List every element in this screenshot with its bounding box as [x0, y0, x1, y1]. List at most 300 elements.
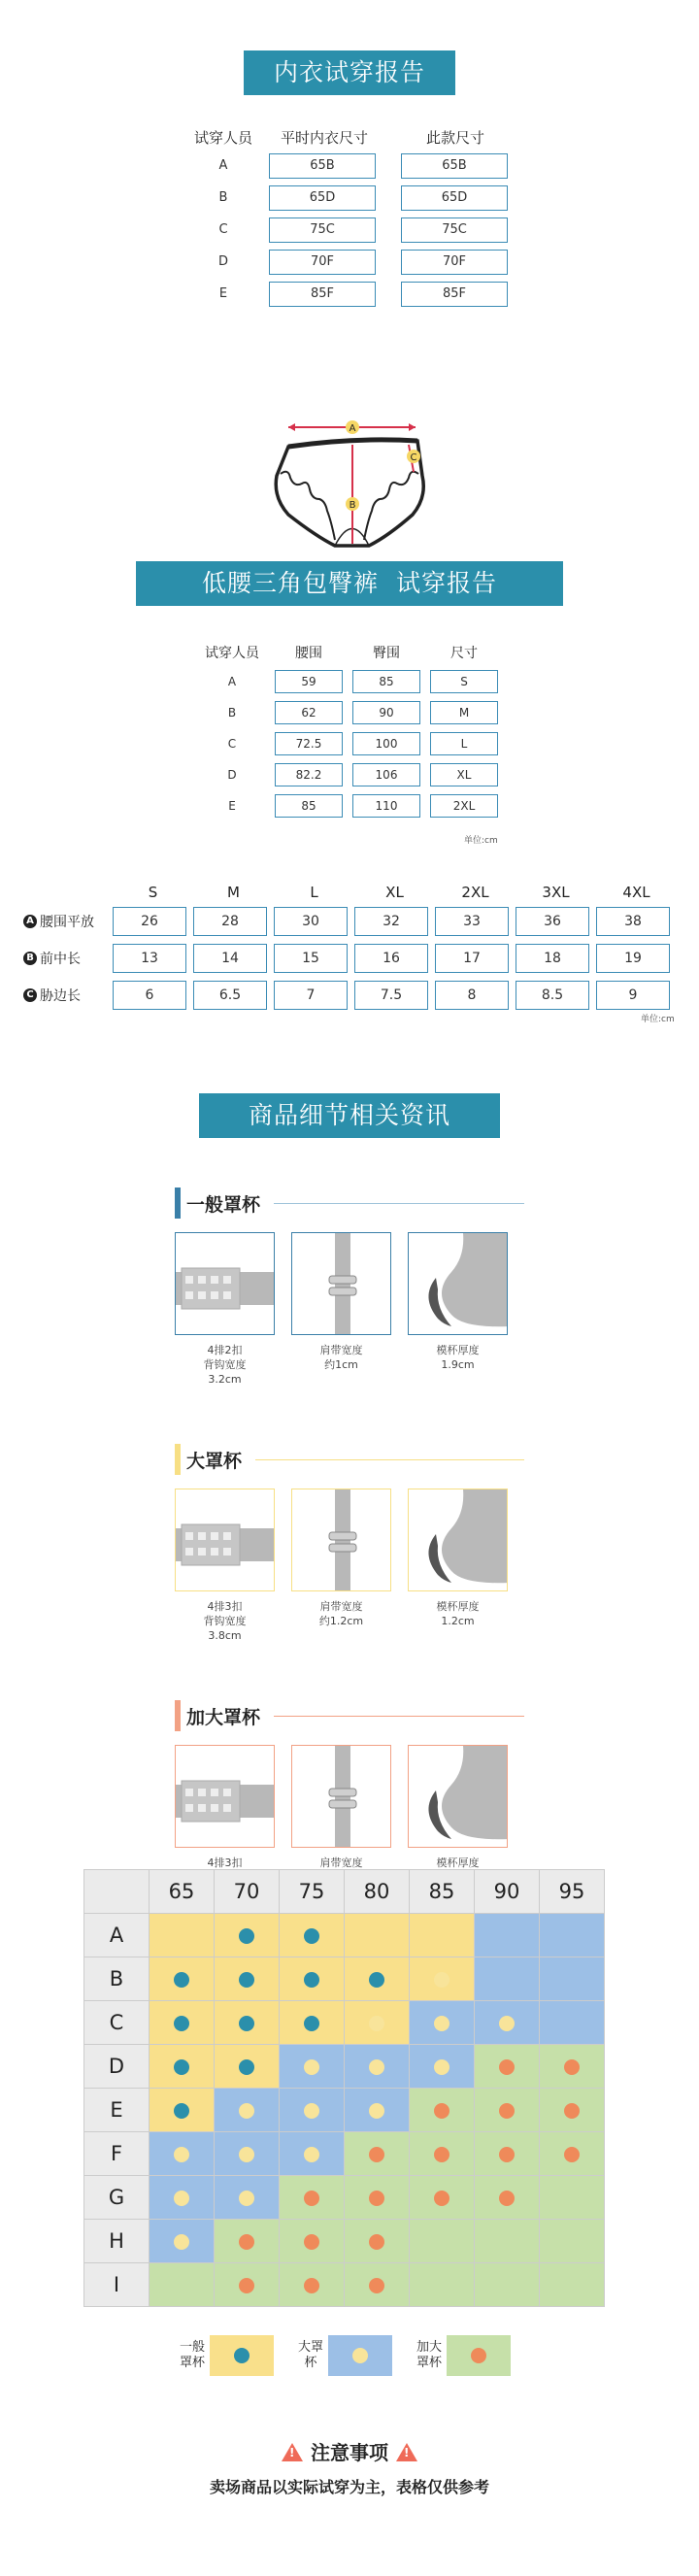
bra-report-table	[189, 124, 519, 310]
value-col	[270, 794, 348, 818]
cup-mold-image	[408, 1745, 508, 1848]
grid-cell	[475, 2263, 540, 2307]
grid-cell	[540, 2001, 605, 2045]
caption-line: 模杯厚度	[436, 1600, 480, 1613]
fit-dot	[174, 2103, 189, 2119]
this-size-cell: 65B	[401, 153, 508, 179]
notice-text: 卖场商品以实际试穿为主，表格仅供参考	[209, 2478, 489, 2496]
grid-cell	[150, 2132, 215, 2176]
caption-line: 肩带宽度	[319, 1344, 363, 1356]
value-cell: 85	[352, 670, 420, 693]
table-row	[189, 150, 519, 182]
caption-line: 肩带宽度	[319, 1600, 363, 1613]
value-cell: 8.5	[516, 981, 589, 1010]
fit-dot	[434, 2147, 449, 2162]
fit-dot	[499, 2147, 515, 2162]
cup-header: G	[84, 2176, 150, 2220]
grid-cell	[345, 2176, 410, 2220]
grid-cell	[280, 1957, 345, 2001]
caption-line: 模杯厚度	[436, 1857, 480, 1869]
tester-label: B	[218, 190, 228, 205]
detail-images	[175, 1489, 524, 1591]
table-row	[189, 182, 519, 214]
value-col	[113, 907, 193, 936]
grid-cell	[475, 2220, 540, 2263]
grid-cell	[475, 2045, 540, 2089]
fit-dot	[304, 2016, 319, 2031]
grid-cell	[280, 1914, 345, 1957]
grid-row	[84, 2045, 605, 2089]
grid-cell	[215, 2176, 280, 2220]
grid-cell	[215, 1914, 280, 1957]
detail-captions	[175, 1599, 524, 1643]
fit-dot	[499, 2191, 515, 2206]
legend-dot	[352, 2348, 368, 2363]
value-col	[354, 907, 435, 936]
cup-title	[175, 1700, 524, 1731]
panty-report-header	[194, 639, 510, 666]
grid-cell	[150, 2089, 215, 2132]
fit-dot	[304, 2103, 319, 2119]
grid-cell	[280, 2045, 345, 2089]
band-header: 75	[280, 1870, 345, 1914]
grid-cell	[345, 2132, 410, 2176]
legend-swatch	[328, 2335, 392, 2376]
grid-cell	[410, 2263, 475, 2307]
fit-dot	[434, 1972, 449, 1988]
detail-caption	[175, 1343, 291, 1387]
value-col	[348, 763, 425, 786]
fit-dot	[369, 1972, 384, 1988]
tester-label: E	[228, 799, 236, 813]
size-chart-table	[23, 882, 683, 1014]
cup-name: 一般罩杯	[186, 1193, 261, 1216]
this-size-cell: 70F	[401, 250, 508, 275]
caption-line: 模杯厚度	[436, 1344, 480, 1356]
size-header: 2XL	[461, 884, 489, 901]
size-unit-note: 单位:cm	[641, 1015, 675, 1024]
value-cell: 72.5	[275, 732, 343, 755]
details-title: 商品细节相关资讯	[199, 1093, 500, 1138]
grid-cell	[540, 2220, 605, 2263]
table-row	[194, 759, 510, 790]
detail-caption	[291, 1343, 408, 1387]
hook-image	[175, 1745, 275, 1848]
usual-size-col	[257, 250, 391, 275]
grid-cell	[150, 1914, 215, 1957]
grid-cell	[345, 2001, 410, 2045]
fit-dot	[239, 2278, 254, 2293]
grid-cell	[215, 2045, 280, 2089]
notice-title: 注意事项	[311, 2441, 388, 2464]
table-row	[189, 214, 519, 246]
size-header: 4XL	[622, 884, 650, 901]
diagram-label-c: C	[410, 452, 417, 463]
value-cell: 106	[352, 763, 420, 786]
fit-dot	[564, 2147, 580, 2162]
grid-cell	[150, 2001, 215, 2045]
fit-dot	[174, 2234, 189, 2250]
grid-cell	[280, 2001, 345, 2045]
caption-line: 4排2扣	[207, 1344, 243, 1356]
legend-swatch	[210, 2335, 274, 2376]
value-col	[193, 981, 274, 1010]
band-header: 80	[345, 1870, 410, 1914]
usual-size-cell: 65B	[269, 153, 376, 179]
usual-size-col	[257, 217, 391, 243]
value-col	[425, 794, 503, 818]
usual-size-cell: 70F	[269, 250, 376, 275]
fit-dot	[304, 2234, 319, 2250]
grid-cell	[410, 2176, 475, 2220]
caption-line: 4排3扣	[207, 1857, 243, 1869]
value-cell: 7	[274, 981, 348, 1010]
grid-cell	[150, 2045, 215, 2089]
table-row	[194, 790, 510, 821]
cup-header: D	[84, 2045, 150, 2089]
grid-cell	[345, 2089, 410, 2132]
grid-row	[84, 2220, 605, 2263]
notice-heading	[0, 2437, 699, 2465]
grid-cell	[410, 1957, 475, 2001]
value-col	[425, 732, 503, 755]
value-cell: 110	[352, 794, 420, 818]
fit-dot	[239, 2147, 254, 2162]
value-col	[435, 907, 516, 936]
band-header: 65	[150, 1870, 215, 1914]
size-header: S	[148, 884, 158, 901]
grid-cell	[410, 2089, 475, 2132]
caption-line: 3.8cm	[208, 1629, 242, 1642]
value-col	[274, 907, 354, 936]
band-header: 95	[540, 1870, 605, 1914]
cup-color-bar	[175, 1444, 181, 1475]
value-cell: 32	[354, 907, 428, 936]
value-col	[348, 732, 425, 755]
measure-label	[23, 986, 113, 1005]
table-row	[194, 697, 510, 728]
tester-label: A	[227, 675, 237, 688]
legend-item	[293, 2335, 392, 2376]
detail-caption	[408, 1343, 524, 1387]
grid-row	[84, 1957, 605, 2001]
cup-mold-image	[408, 1489, 508, 1591]
value-cell: 18	[516, 944, 589, 973]
cup-header: C	[84, 2001, 150, 2045]
fit-dot	[564, 2103, 580, 2119]
size-header: M	[227, 884, 240, 901]
fit-dot	[369, 2234, 384, 2250]
table-row	[194, 728, 510, 759]
value-col	[193, 907, 274, 936]
value-col	[596, 907, 677, 936]
fit-dot	[564, 2059, 580, 2075]
measure-name: 前中长	[40, 952, 81, 967]
hook-image	[175, 1232, 275, 1335]
grid-cell	[540, 2089, 605, 2132]
fit-dot	[499, 2103, 515, 2119]
detail-caption	[175, 1599, 291, 1643]
tester-label: C	[218, 222, 228, 237]
value-cell: 16	[354, 944, 428, 973]
warning-icon	[396, 2443, 417, 2461]
grid-cell	[410, 2132, 475, 2176]
value-cell: 30	[274, 907, 348, 936]
fit-dot	[239, 1928, 254, 1944]
this-size-cell: 75C	[401, 217, 508, 243]
cup-color-bar	[175, 1188, 181, 1219]
value-cell: 15	[274, 944, 348, 973]
legend-dot	[234, 2348, 250, 2363]
fit-dot	[174, 1972, 189, 1988]
panty-diagram	[267, 390, 437, 551]
value-cell: 38	[596, 907, 670, 936]
grid-cell	[150, 2263, 215, 2307]
cup-header: B	[84, 1957, 150, 2001]
grid-corner	[84, 1870, 150, 1914]
fit-dot	[369, 2103, 384, 2119]
detail-images	[175, 1745, 524, 1848]
cup-color-bar	[175, 1700, 181, 1731]
cup-mold-image	[408, 1232, 508, 1335]
caption-line: 约1cm	[324, 1358, 358, 1371]
fit-dot	[304, 2059, 319, 2075]
measure-label	[23, 949, 113, 968]
fit-dot	[369, 2191, 384, 2206]
value-col	[516, 981, 596, 1010]
value-col	[354, 944, 435, 973]
value-cell: L	[430, 732, 498, 755]
grid-cell	[215, 2089, 280, 2132]
value-cell: 28	[193, 907, 267, 936]
tester-label: B	[227, 706, 237, 719]
value-cell: 2XL	[430, 794, 498, 818]
grid-cell	[215, 2220, 280, 2263]
grid-cell	[345, 2045, 410, 2089]
this-size-col	[391, 153, 519, 179]
cup-divider	[255, 1459, 524, 1460]
cup-section	[175, 1188, 524, 1387]
size-header: 3XL	[542, 884, 570, 901]
fit-dot	[369, 2147, 384, 2162]
usual-size-cell: 85F	[269, 282, 376, 307]
value-cell: 6.5	[193, 981, 267, 1010]
value-cell: 59	[275, 670, 343, 693]
grid-row	[84, 2176, 605, 2220]
fit-dot	[499, 2016, 515, 2031]
fit-dot	[369, 2059, 384, 2075]
grid-cell	[410, 1914, 475, 1957]
grid-cell	[540, 2263, 605, 2307]
this-size-col	[391, 282, 519, 307]
legend-label: 加大罩杯	[416, 2340, 442, 2370]
grid-cell	[475, 2176, 540, 2220]
value-col	[435, 944, 516, 973]
grid-cell	[540, 1914, 605, 1957]
size-header: L	[310, 884, 318, 901]
value-cell: M	[430, 701, 498, 724]
caption-line: 1.9cm	[441, 1358, 475, 1371]
usual-size-cell: 75C	[269, 217, 376, 243]
cup-header: H	[84, 2220, 150, 2263]
strap-image	[291, 1745, 391, 1848]
fit-dot	[174, 2147, 189, 2162]
legend-item	[412, 2335, 511, 2376]
panty-report-title: 低腰三角包臀裤 试穿报告	[136, 561, 563, 606]
fit-dot	[434, 2016, 449, 2031]
size-chart-header	[23, 882, 683, 903]
header-size: 尺寸	[450, 646, 478, 661]
cup-header: A	[84, 1914, 150, 1957]
grid-cell	[150, 2220, 215, 2263]
this-size-col	[391, 250, 519, 275]
strap-image	[291, 1489, 391, 1591]
grid-cell	[345, 1914, 410, 1957]
value-col	[516, 907, 596, 936]
tester-label: E	[218, 286, 228, 301]
header-person: 试穿人员	[205, 646, 259, 661]
grid-cell	[215, 2132, 280, 2176]
cup-header: F	[84, 2132, 150, 2176]
this-size-col	[391, 217, 519, 243]
fit-dot	[239, 2059, 254, 2075]
fit-dot	[239, 2234, 254, 2250]
usual-size-col	[257, 185, 391, 211]
fit-dot	[239, 2016, 254, 2031]
grid-row	[84, 1914, 605, 1957]
caption-line: 背钩宽度	[203, 1358, 247, 1371]
value-cell: 8	[435, 981, 509, 1010]
caption-line: 1.2cm	[441, 1615, 475, 1627]
table-row	[23, 903, 683, 940]
value-col	[596, 944, 677, 973]
header-hip: 臀围	[373, 646, 400, 661]
cup-header: E	[84, 2089, 150, 2132]
value-col	[348, 670, 425, 693]
table-row	[23, 940, 683, 977]
header-waist: 腰围	[295, 646, 322, 661]
value-col	[270, 670, 348, 693]
value-col	[596, 981, 677, 1010]
fit-dot	[304, 1928, 319, 1944]
fit-dot	[174, 2191, 189, 2206]
bra-report-header	[189, 124, 519, 150]
fit-dot	[434, 2191, 449, 2206]
grid-cell	[475, 2089, 540, 2132]
grid-cell	[280, 2263, 345, 2307]
grid-cell	[345, 1957, 410, 2001]
grid-row	[84, 2001, 605, 2045]
bra-report-title: 内衣试穿报告	[244, 50, 455, 95]
fit-dot	[174, 2059, 189, 2075]
value-cell: 90	[352, 701, 420, 724]
value-cell: 14	[193, 944, 267, 973]
grid-cell	[410, 2220, 475, 2263]
cup-name: 大罩杯	[186, 1450, 243, 1472]
fit-dot	[369, 2016, 384, 2031]
fit-dot	[239, 2191, 254, 2206]
value-cell: 26	[113, 907, 186, 936]
value-col	[274, 981, 354, 1010]
value-col	[274, 944, 354, 973]
measure-name: 胁边长	[40, 988, 81, 1004]
value-col	[113, 981, 193, 1010]
warning-icon	[282, 2443, 303, 2461]
cup-divider	[274, 1716, 524, 1717]
this-size-cell: 85F	[401, 282, 508, 307]
fit-dot	[239, 2103, 254, 2119]
fit-dot	[174, 2016, 189, 2031]
grid-cell	[150, 2176, 215, 2220]
tester-label: A	[218, 158, 228, 173]
cup-divider	[274, 1203, 524, 1204]
value-cell: 9	[596, 981, 670, 1010]
grid-cell	[150, 1957, 215, 2001]
grid-row	[84, 2089, 605, 2132]
caption-line: 4排3扣	[207, 1600, 243, 1613]
value-cell: 82.2	[275, 763, 343, 786]
caption-line: 约1.2cm	[318, 1615, 364, 1627]
grid-row	[84, 2263, 605, 2307]
grid-cell	[280, 2176, 345, 2220]
usual-size-col	[257, 153, 391, 179]
grid-cell	[540, 2045, 605, 2089]
cup-header: I	[84, 2263, 150, 2307]
value-col	[193, 944, 274, 973]
caption-line: 背钩宽度	[203, 1615, 247, 1627]
badge-icon: A	[23, 915, 37, 928]
fit-dot	[304, 2191, 319, 2206]
cup-title	[175, 1188, 524, 1219]
grid-cell	[475, 2132, 540, 2176]
value-col	[435, 981, 516, 1010]
grid-cell	[215, 2263, 280, 2307]
grid-cell	[345, 2220, 410, 2263]
header-this-size: 此款尺寸	[425, 128, 484, 147]
size-header: XL	[385, 884, 404, 901]
value-cell: 85	[275, 794, 343, 818]
diagram-label-a: A	[349, 423, 356, 434]
grid-cell	[475, 1957, 540, 2001]
diagram-label-b: B	[349, 500, 356, 511]
value-col	[270, 701, 348, 724]
table-row	[189, 278, 519, 310]
header-usual-size: 平时内衣尺寸	[280, 128, 368, 147]
legend-item	[175, 2335, 274, 2376]
measure-label	[23, 912, 113, 931]
table-row	[189, 246, 519, 278]
value-col	[425, 763, 503, 786]
value-cell: 19	[596, 944, 670, 973]
cup-title	[175, 1444, 524, 1475]
fit-dot	[239, 1972, 254, 1988]
cup-legend	[175, 2335, 530, 2376]
value-col	[425, 701, 503, 724]
value-col	[113, 944, 193, 973]
table-row	[23, 977, 683, 1014]
grid-cell	[215, 1957, 280, 2001]
detail-caption	[291, 1599, 408, 1643]
hook-image	[175, 1489, 275, 1591]
this-size-cell: 65D	[401, 185, 508, 211]
table-row	[194, 666, 510, 697]
usual-size-col	[257, 282, 391, 307]
grid-row	[84, 2132, 605, 2176]
grid-header-row	[84, 1870, 605, 1914]
value-cell: 36	[516, 907, 589, 936]
caption-line: 肩带宽度	[319, 1857, 363, 1869]
grid-cell	[345, 2263, 410, 2307]
